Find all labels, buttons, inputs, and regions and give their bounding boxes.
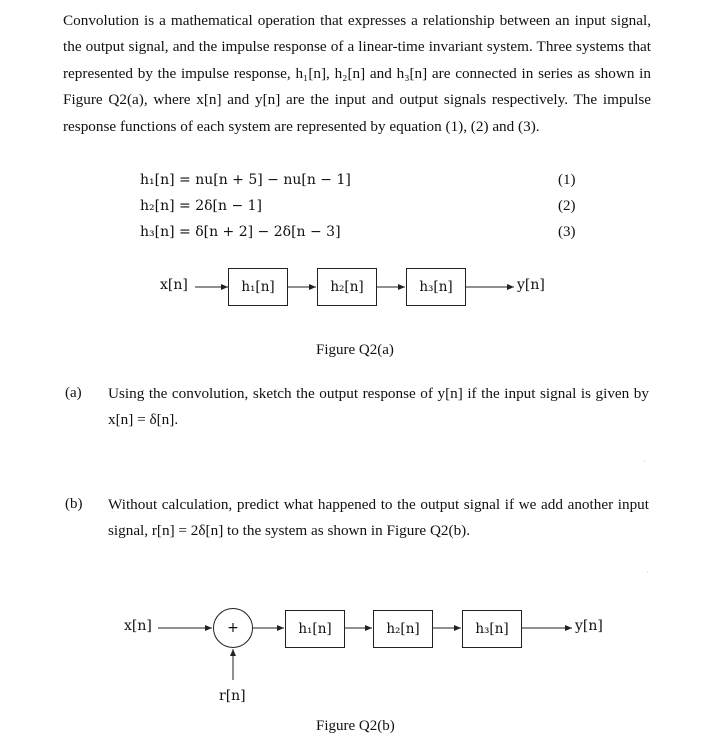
fig-a-output-label: y[n]: [517, 277, 545, 293]
fig-b-block-h1: h₁[n]: [285, 610, 345, 648]
fig-a-block-h1: h₁[n]: [228, 268, 288, 306]
fig-b-input-label: x[n]: [124, 618, 152, 634]
question-b-text: Without calculation, predict what happened to the output signal if we add another input signal, r[n] = 2δ[n] to the system as shown in Figure Q2(b).: [108, 496, 649, 539]
fig-a-input-label: x[n]: [160, 277, 188, 293]
equation-1: h₁[n] = nu[n + 5] − nu[n − 1]: [140, 172, 351, 188]
question-a-text-wrap: [108, 381, 649, 433]
equation-3: h₃[n] = δ[n + 2] − 2δ[n − 3]: [140, 224, 341, 240]
question-b-text-wrap: [108, 492, 649, 544]
fig-b-second-input-label: r[n]: [219, 688, 246, 704]
fig-a-block-h3: h₃[n]: [406, 268, 466, 306]
fig-a-caption: Figure Q2(a): [316, 342, 394, 358]
equation-3-number: (3): [558, 224, 576, 240]
equation-2: h₂[n] = 2δ[n − 1]: [140, 198, 263, 214]
scan-speck-2: ·: [646, 568, 650, 579]
fig-a-block-h2: h₂[n]: [317, 268, 377, 306]
fig-b-block-h2: h₂[n]: [373, 610, 433, 648]
fig-b-output-label: y[n]: [575, 618, 603, 634]
equation-1-number: (1): [558, 172, 576, 188]
intro-text: Convolution is a mathematical operation that expresses a relationship between an input signal, the output signal, and the impulse response of a linear-time invariant system. Three systems that represented by the impulse response, h₁[n], h₂[n] and h₃[n] are connected in series as shown in Figure Q2(a), where x[n] and y[n] are the input and output signals respectively. The impulse response functions of each system are represented by equation (1), (2) and (3).: [63, 12, 651, 135]
equation-2-number: (2): [558, 198, 576, 214]
fig-b-block-h3: h₃[n]: [462, 610, 522, 648]
fig-b-caption: Figure Q2(b): [316, 718, 395, 734]
fig-b-summing-junction: +: [213, 608, 253, 648]
question-a-text: Using the convolution, sketch the output response of y[n] if the input signal is given by x[n] = δ[n].: [108, 385, 649, 428]
question-b-label: (b): [65, 496, 83, 512]
question-a-label: (a): [65, 385, 82, 401]
scan-speck: ·: [643, 457, 647, 468]
